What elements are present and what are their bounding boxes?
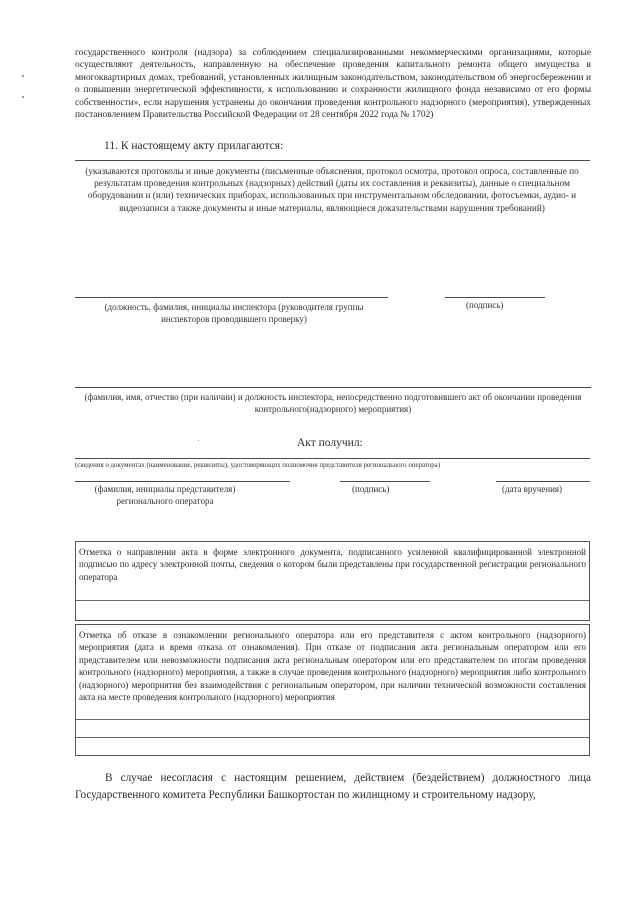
inspector-name-caption: (должность, фамилия, инициалы инспектора (руководителя группы инспекторов проводившего проверку) (104, 302, 364, 324)
electronic-delivery-field-line (76, 600, 589, 601)
act-received-heading: Акт получил: (297, 437, 363, 449)
refusal-text: Отметка об отказе в ознакомлении регионального оператора или его представителя с актом контрольного (надзорного) мероприятия (дата и время отказа от ознакомления). При отказе от подписания акта региональным оператором или его представителем или невозможности подписания акта региональным оператором или его представителем по итогам проведения контрольного (надзорного) мероприятия, а также в случае проведения контрольного (надзорного) мероприятия либо контрольного (надзорного) мероприятия без взаимодействия с региональным оператором, при наличии технической возможности составления акта на месте проведения контрольного (надзорного) мероприятия (79, 630, 586, 703)
preparer-caption: (фамилия, имя, отчество (при наличии) и должность инспектора, непосредственно подготовившего акт об окончании проведения контрольного(надзорного) мероприятия) (84, 392, 582, 414)
refusal-field-line-2 (76, 737, 589, 738)
top-paragraph: государственного контроля (надзора) за соблюдением специализированными некоммерческими организациями, которые осуществляют деятельность, направленную на обеспечение проведения капитального ремонта общего имущества в многоквартирных домах, требований, установленных жилищным законодательством, законодательством об энергосбережении и о повышении энергетической эффективности, к использованию и сохранности жилищного фонда независимо от его формы собственности», если нарушения устранены до окончания проведения контрольного надзорного (мероприятия), утвержденных постановлением Правительства Российской Федерации от 28 сентября 2022 года № 1702) (75, 48, 591, 121)
received-rep-line (75, 481, 290, 482)
electronic-delivery-box (75, 541, 590, 621)
received-signature-line (340, 481, 430, 482)
closing-paragraph: В случае несогласия с настоящим решением, действием (бездействием) должностного лица Государственного комитета Республики Башкортостан по жилищному и строительному надзору, (75, 772, 591, 801)
received-rep-caption: (фамилия, инициалы представителя) регионального оператора (94, 484, 236, 506)
received-date-caption: (дата вручения) (502, 484, 563, 494)
inspector-signature-caption: (подпись) (466, 300, 504, 310)
inspector-signature-line (445, 297, 545, 298)
received-doc-caption: (сведения о документах (наименование, реквизиты), удостоверяющих полномочия представителя регионального оператора) (75, 462, 441, 469)
received-signature-caption: (подпись) (352, 484, 390, 494)
inspector-name-line (75, 297, 388, 298)
attachments-heading: 11. К настоящему акту прилагаются: (104, 140, 284, 152)
received-date-line (496, 481, 590, 482)
preparer-line (75, 387, 591, 388)
scan-speck (198, 440, 199, 441)
electronic-delivery-text: Отметка о направлении акта в форме электронного документа, подписанного усиленной квалифицированной электронной подписью по адресу электронной почты, сведения о котором были представлены при государственной регистрации регионального оператора (79, 547, 586, 582)
received-doc-line (75, 458, 590, 459)
scan-speck (22, 96, 24, 98)
scan-speck (22, 75, 24, 77)
attachments-caption: (указываются протоколы и иные документы (письменные объяснения, протокол осмотра, протокол опроса, составленные по результатам проведения контрольных (надзорных) действий (даты их составления и реквизиты), данные о специальном оборудовании и (или) технических приборах, использованных при инструментальном обследовании, фотосъемки, аудио- и видеозаписи а также документы и иные материалы, являющиеся доказательствами нарушения требований) (85, 167, 579, 214)
refusal-box (75, 624, 590, 756)
attachments-line (75, 160, 590, 161)
refusal-field-line-1 (76, 719, 589, 720)
